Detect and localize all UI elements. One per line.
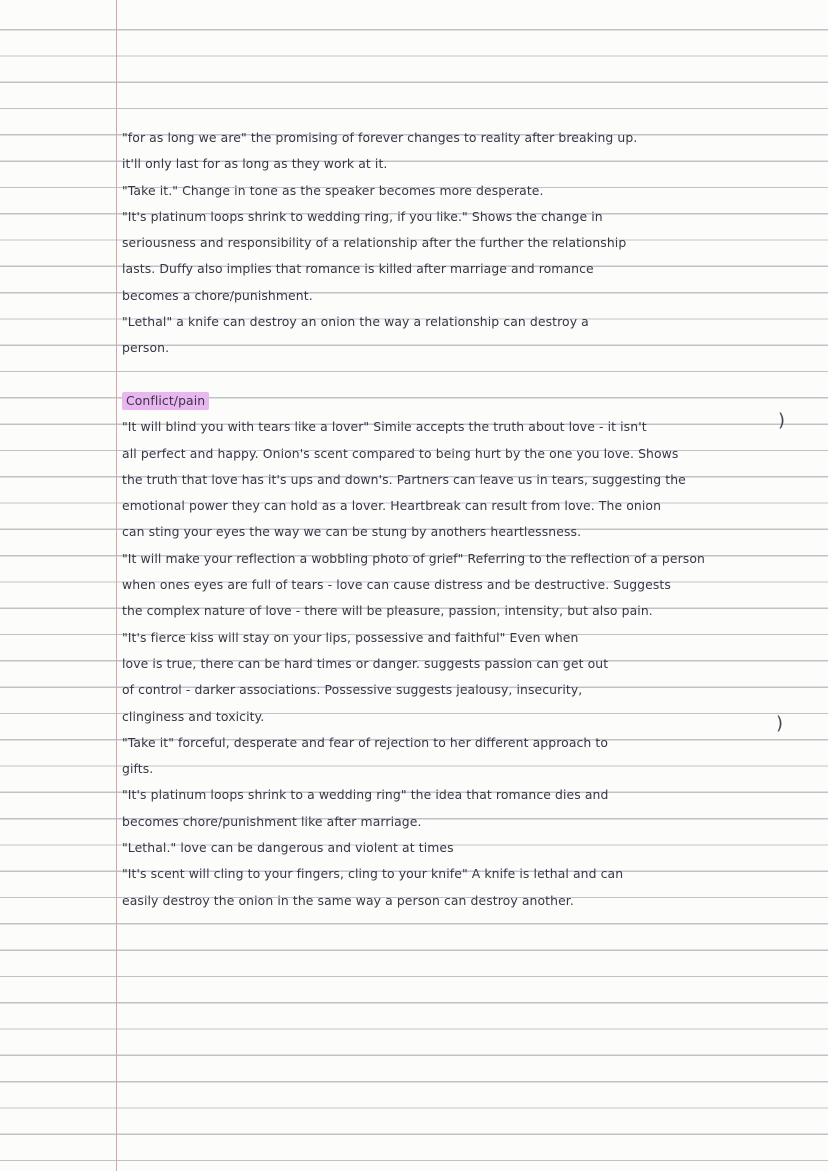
note-line: becomes a chore/punishment. [122,287,313,303]
note-line: "for as long we are" the promising of forever changes to reality after breaking up. [122,130,638,145]
note-line: the truth that love has it's ups and down's. Partners can leave us in tears, suggesting the [122,471,686,487]
section-heading: Conflict/pain [122,392,209,410]
note-line: becomes chore/punishment like after marriage. [122,813,422,829]
handwritten-notes [122,125,818,914]
note-line: love is true, there can be hard times or danger. suggests passion can get out [122,655,609,671]
note-line: all perfect and happy. Onion's scent compared to being hurt by the one you love. Shows [122,445,679,461]
section-heading-line [122,388,818,414]
note-line: easily destroy the onion in the same way a person can destroy another. [122,892,574,908]
note-line: seriousness and responsibility of a relationship after the further the relationship [122,235,627,251]
note-line: emotional power they can hold as a lover. Heartbreak can result from love. The onion [122,498,662,514]
note-line: clinginess and toxicity. [122,708,265,724]
note-line: it'll only last for as long as they work at it. [122,156,388,172]
note-line: "It's scent will cling to your fingers, cling to your knife" A knife is lethal and can [122,866,624,882]
margin-line [116,0,117,1171]
note-line: "Take it" forceful, desperate and fear of rejection to her different approach to [122,734,609,750]
blank-line [122,362,818,388]
note-line: "Lethal" a knife can destroy an onion the way a relationship can destroy a [122,314,589,330]
bracket-mark: ) [778,410,786,431]
note-line: "It's platinum loops shrink to a wedding ring" the idea that romance dies and [122,787,609,803]
bracket-mark: ) [776,713,784,734]
note-line: "It will make your reflection a wobbling photo of grief" Referring to the reflection of a person [122,550,705,566]
note-line: "It's fierce kiss will stay on your lips, possessive and faithful" Even when [122,629,579,645]
note-line: can sting your eyes the way we can be stung by anothers heartlessness. [122,524,582,540]
note-line: "It will blind you with tears like a lover" Simile accepts the truth about love - it isn't [122,419,647,435]
note-line: when ones eyes are full of tears - love can cause distress and be destructive. Suggests [122,577,671,593]
note-line: gifts. [122,761,154,777]
note-line: "It's platinum loops shrink to wedding ring, if you like." Shows the change in [122,208,603,224]
note-line: of control - darker associations. Possessive suggests jealousy, insecurity, [122,682,583,698]
note-line: "Lethal." love can be dangerous and violent at times [122,840,454,856]
note-line: the complex nature of love - there will be pleasure, passion, intensity, but also pain. [122,603,653,619]
note-line: person. [122,340,170,356]
note-line: "Take it." Change in tone as the speaker becomes more desperate. [122,182,544,198]
note-line: lasts. Duffy also implies that romance is killed after marriage and romance [122,261,594,277]
